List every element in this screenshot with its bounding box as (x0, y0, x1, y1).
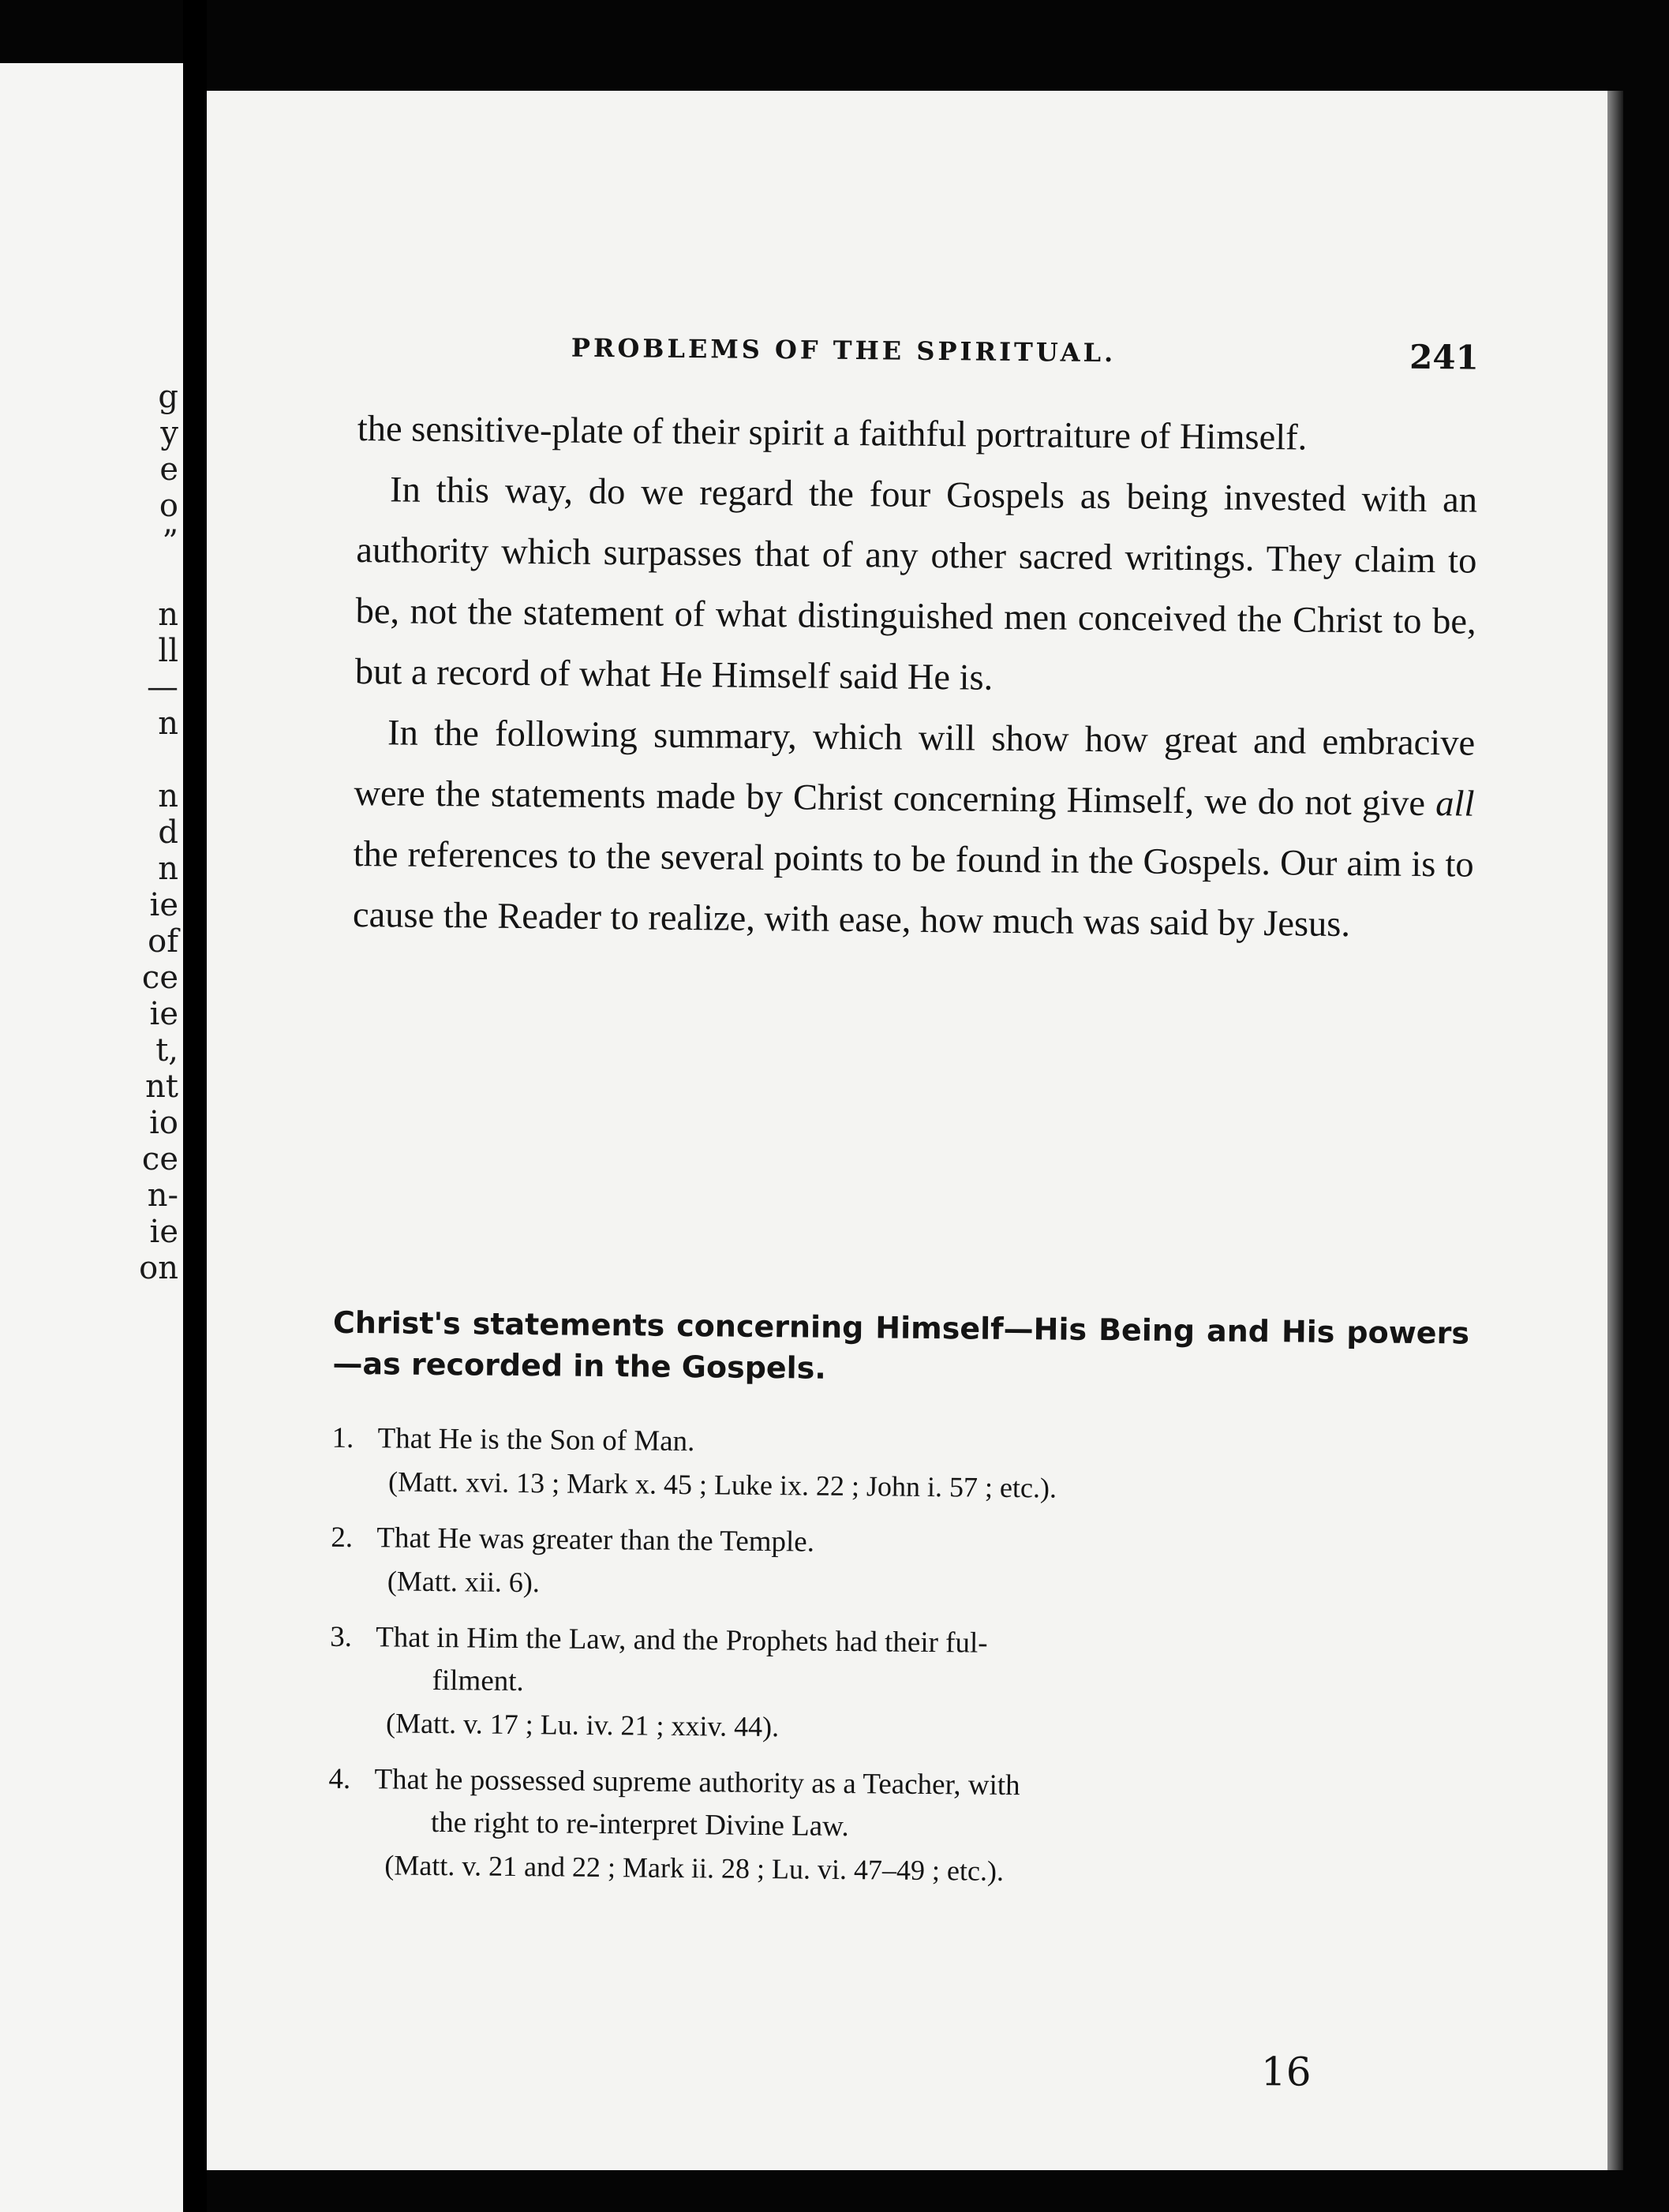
statement-item (331, 1417, 1469, 1514)
left-margin-fragment (139, 560, 178, 597)
statement-line: That he possessed supreme authority as a Teacher, with (374, 1763, 1020, 1802)
left-margin-fragment: ie (149, 996, 178, 1032)
left-margin-fragment: — (147, 669, 178, 706)
left-margin-fragment: o (159, 488, 178, 524)
left-margin-fragment (139, 742, 178, 778)
section-heading: Christ's statements concerning Himself—His Being and His powers—as recorded in the Gospels. (332, 1304, 1470, 1386)
left-margin-fragment: ” (162, 524, 178, 560)
left-margin-fragment: ce (141, 960, 178, 996)
running-head (358, 327, 1480, 386)
left-margin-fragment: n (158, 778, 178, 814)
scripture-references: (Matt. xii. 6). (387, 1565, 541, 1599)
paragraph-summary-intro: In the following summary, which will show how great and embracive were the statements made by Christ concerning Himself, we do not give all the references to the several points to be found in the Gospels. Our aim is to cause the Reader to realize, with ease, how much was said by Jesus. (352, 713, 1476, 945)
left-margin-fragment: on (139, 1250, 178, 1286)
statement-line: That in Him the Law, and the Prophets had their ful- (375, 1621, 988, 1660)
statement-item (329, 1616, 1466, 1755)
left-margin-fragment: ll (158, 633, 178, 669)
paragraph-continuation: the sensitive-plate of their spirit a faithful portraiture of Himself. (357, 408, 1308, 458)
statement-number: 4. (328, 1762, 351, 1795)
left-margin-fragment: ie (149, 887, 178, 923)
statements-list (327, 1417, 1469, 1897)
statements-section (327, 1302, 1469, 1911)
page-edge-shadow (1607, 91, 1623, 2170)
statement-number: 1. (331, 1421, 354, 1454)
left-margin-fragment: ie (149, 1214, 178, 1250)
left-page-cropped-text (139, 379, 178, 1286)
left-margin-fragment: nt (145, 1069, 178, 1105)
left-margin-fragment: io (149, 1105, 178, 1141)
statement-line: That He is the Son of Man. (377, 1422, 695, 1458)
emphasis-word: all (1435, 784, 1475, 825)
signature-mark: 16 (1260, 2049, 1312, 2095)
left-margin-fragment: e (159, 451, 178, 488)
left-margin-fragment: n (158, 706, 178, 742)
left-page-edge (0, 63, 183, 2212)
statement-number: 3. (329, 1620, 353, 1653)
statement-continuation: the right to re-interpret Divine Law. (430, 1806, 849, 1843)
running-title: PROBLEMS OF THE SPIRITUAL. (571, 332, 1117, 369)
scripture-references: (Matt. xvi. 13 ; Mark x. 45 ; Luke ix. 22 ; John i. 57 ; etc.). (387, 1465, 1057, 1504)
left-margin-fragment: n- (147, 1177, 178, 1214)
left-margin-fragment: ce (141, 1141, 178, 1177)
page-number: 241 (1409, 337, 1480, 377)
left-margin-fragment: n (158, 851, 178, 887)
scripture-references: (Matt. v. 21 and 22 ; Mark ii. 28 ; Lu. vi. 47–49 ; etc.). (384, 1849, 1005, 1887)
scripture-references: (Matt. v. 17 ; Lu. iv. 21 ; xxiv. 44). (385, 1707, 780, 1743)
paragraph-gospels-authority: In this way, do we regard the four Gospels as being invested with an authority which surpasses that of any other sacred writings. They claim to be, not the statement of what distinguished men conceived the Christ to be, but a record of what He Himself said He is. (354, 470, 1478, 698)
left-margin-fragment: t, (155, 1032, 178, 1069)
page-content (328, 91, 1481, 2095)
left-margin-fragment: d (158, 814, 178, 851)
book-gutter (183, 0, 207, 2212)
statement-number: 2. (331, 1521, 354, 1554)
statement-item (331, 1517, 1468, 1613)
statement-line: That He was greater than the Temple. (376, 1521, 815, 1559)
body-text (353, 399, 1479, 956)
left-margin-fragment: of (148, 923, 178, 960)
statement-continuation: filment. (432, 1664, 524, 1698)
statement-item (327, 1758, 1465, 1897)
left-margin-fragment: g (158, 379, 178, 415)
left-margin-fragment: y (160, 415, 178, 451)
left-margin-fragment: n (158, 597, 178, 633)
right-page (207, 91, 1607, 2170)
